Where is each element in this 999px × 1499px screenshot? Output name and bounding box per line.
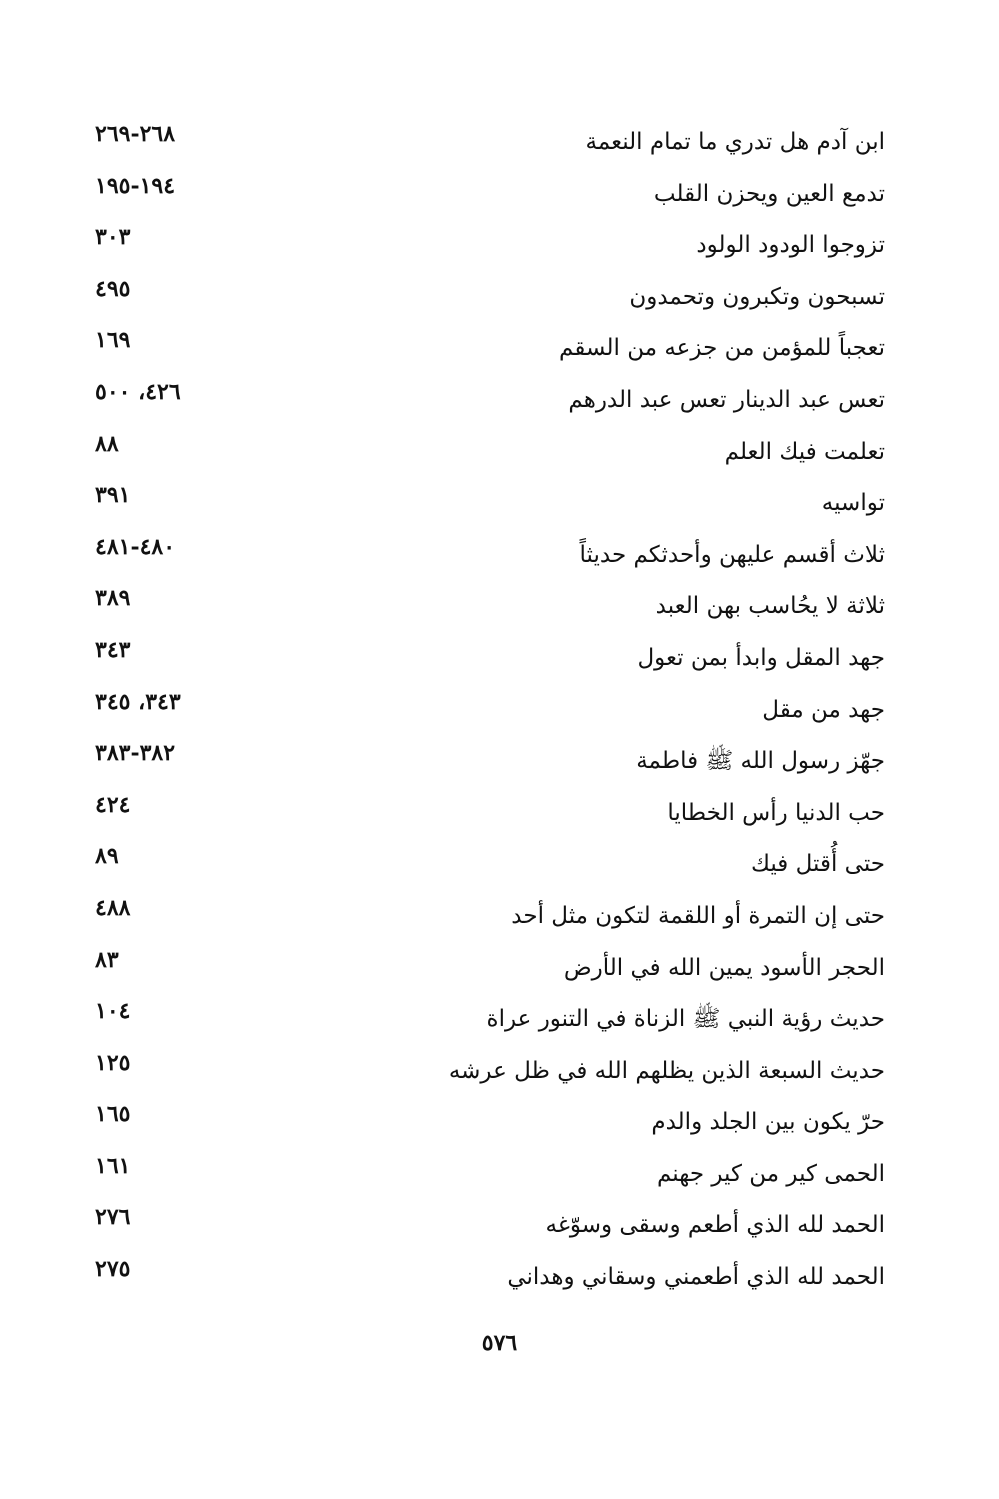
- index-entry: [95, 1200, 885, 1252]
- index-entry: [95, 169, 885, 221]
- entry-text: جهد من مقل: [762, 696, 885, 723]
- index-entry: [95, 685, 885, 737]
- index-entry: [95, 943, 885, 995]
- entry-page-refs: ٢٦٨-٢٦٩: [95, 121, 176, 147]
- entry-page-refs: ٣٨٢-٣٨٣: [95, 740, 176, 767]
- index-entry: [95, 839, 885, 891]
- entry-page-refs: ٨٨: [95, 430, 119, 457]
- entry-text: الحمد لله الذي أطعم وسقى وسوّغه: [545, 1212, 885, 1239]
- entry-text: تعلمت فيك العلم: [724, 438, 885, 465]
- entry-text: الحجر الأسود يمين الله في الأرض: [563, 954, 885, 981]
- index-entry: [95, 1097, 885, 1149]
- index-entry: [95, 1046, 885, 1098]
- entry-text: الحمد لله الذي أطعمني وسقاني وهداني: [507, 1264, 885, 1291]
- entry-page-refs: ٤٢٦، ٥٠٠: [95, 378, 181, 405]
- index-entry: [95, 117, 885, 169]
- index-entry: [95, 220, 885, 272]
- index-entry: [95, 994, 885, 1046]
- entry-page-refs: ٤٩٥: [95, 275, 131, 302]
- entry-page-refs: ٨٣: [95, 946, 119, 973]
- entry-page-refs: ١٦٥: [95, 1101, 131, 1128]
- index-entry: [95, 427, 885, 479]
- entry-page-refs: ٤٨٠-٤٨١: [95, 533, 176, 560]
- entry-text: تعجباً للمؤمن من جزعه من السقم: [559, 335, 885, 362]
- entry-page-refs: ١٦١: [95, 1152, 131, 1179]
- entry-page-refs: ٣٨٩: [95, 585, 131, 612]
- entry-page-refs: ١٩٤-١٩٥: [95, 172, 176, 199]
- entry-text: تعس عبد الدينار تعس عبد الدرهم: [568, 386, 885, 413]
- entry-text: ثلاثة لا يحُاسب بهن العبد: [655, 593, 885, 620]
- entry-page-refs: ٣٩١: [95, 482, 131, 509]
- entry-text: حديث السبعة الذين يظلهم الله في ظل عرشه: [448, 1057, 885, 1084]
- entry-text: جهّز رسول الله ﷺ فاطمة: [636, 748, 885, 775]
- index-entry: [95, 478, 885, 530]
- entry-page-refs: ٨٩: [95, 843, 119, 870]
- page-number: ٥٧٦: [481, 1330, 518, 1356]
- index-entry: [95, 323, 885, 375]
- entry-text: حرّ يكون بين الجلد والدم: [651, 1109, 885, 1136]
- entry-page-refs: ١٢٥: [95, 1049, 131, 1076]
- entry-page-refs: ٣٠٣: [95, 224, 131, 251]
- index-entry: [95, 530, 885, 582]
- entry-text: جهد المقل وابدأ بمن تعول: [637, 644, 885, 671]
- index-entry: [95, 736, 885, 788]
- entry-text: تسبحون وتكبرون وتحمدون: [629, 283, 885, 310]
- entry-text: ابن آدم هل تدري ما تمام النعمة: [585, 129, 885, 155]
- entry-page-refs: ٤٨٨: [95, 894, 131, 921]
- entry-text: ثلاث أقسم عليهن وأحدثكم حديثاً: [579, 541, 885, 568]
- entry-text: الحمى كير من كير جهنم: [656, 1160, 885, 1187]
- entry-text: حديث رؤية النبي ﷺ الزناة في التنور عراة: [486, 1006, 885, 1033]
- entry-page-refs: ٢٧٥: [95, 1256, 131, 1283]
- entry-text: تدمع العين ويحزن القلب: [653, 180, 885, 207]
- entry-text: تواسيه: [821, 490, 885, 517]
- entry-page-refs: ٤٢٤: [95, 791, 131, 818]
- hadith-index-list: [95, 117, 885, 1304]
- index-entry: [95, 375, 885, 427]
- entry-page-refs: ٢٧٦: [95, 1204, 131, 1231]
- index-entry: [95, 891, 885, 943]
- index-entry: [95, 272, 885, 324]
- index-entry: [95, 1252, 885, 1304]
- entry-text: حب الدنيا رأس الخطايا: [667, 799, 885, 826]
- entry-page-refs: ٣٤٣، ٣٤٥: [95, 688, 181, 715]
- entry-text: حتى أُقتل فيك: [750, 851, 885, 878]
- entry-page-refs: ١٦٩: [95, 327, 131, 354]
- entry-text: حتى إن التمرة أو اللقمة لتكون مثل أحد: [511, 902, 885, 929]
- entry-text: تزوجوا الودود الولود: [696, 232, 885, 259]
- entry-page-refs: ١٠٤: [95, 998, 131, 1025]
- index-entry: [95, 633, 885, 685]
- index-entry: [95, 1149, 885, 1201]
- index-entry: [95, 788, 885, 840]
- index-entry: [95, 581, 885, 633]
- entry-page-refs: ٣٤٣: [95, 636, 131, 663]
